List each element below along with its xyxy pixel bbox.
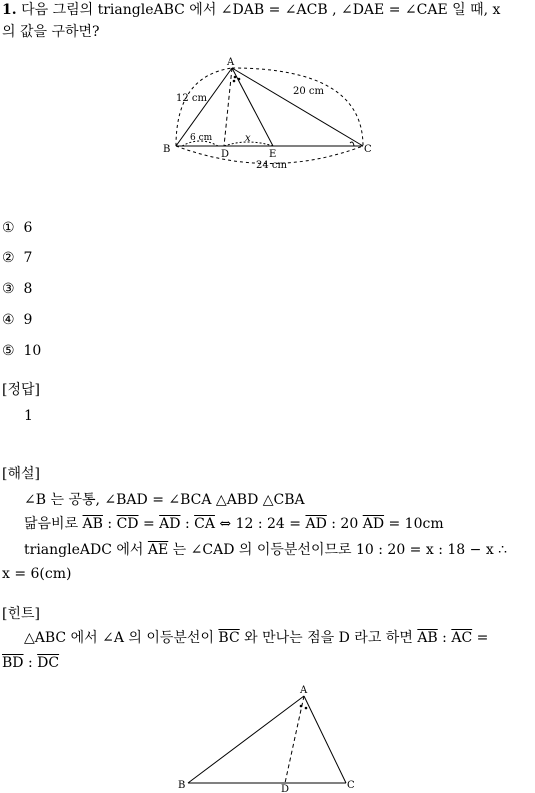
segment-cd: $\overline{CD}$	[116, 516, 139, 532]
segment-ab: $\overline{AB}$	[82, 516, 103, 532]
choice-mark: ⑤	[2, 343, 15, 359]
angle-mark-dot	[300, 705, 303, 708]
question-number: 1.	[2, 2, 17, 18]
solution-line-1: ∠B 는 공통, ∠BAD = ∠BCA △ABD △CBA	[24, 492, 305, 508]
angle-c-mark	[350, 142, 354, 146]
answer-heading: [정답]	[2, 382, 40, 398]
solution-heading: [해설]	[2, 466, 40, 482]
choice-3[interactable]	[2, 279, 32, 299]
hint-heading: [힌트]	[2, 606, 40, 622]
label-a: A	[227, 57, 235, 68]
side-ac	[304, 696, 346, 783]
choice-5[interactable]	[2, 341, 41, 361]
segment-bd: $\overline{BD}$	[2, 655, 24, 671]
segment-dc: $\overline{DC}$	[37, 655, 60, 671]
question-text-2: 의 값을 구하면?	[2, 24, 100, 40]
choice-mark: ①	[2, 220, 15, 236]
label-d: D	[221, 149, 230, 160]
label-de-length: x	[245, 133, 251, 144]
side-ac	[232, 68, 363, 146]
label-bc-length: 24 cm	[256, 160, 287, 171]
angle-mark-dot	[234, 76, 237, 79]
label-ac-length: 20 cm	[293, 86, 324, 97]
angle-mark-dot	[305, 707, 308, 710]
angle-mark-dot	[238, 78, 241, 81]
question-line-2	[2, 22, 100, 42]
answer-value: 1	[24, 408, 33, 424]
label-a: A	[300, 685, 308, 696]
label-ab-length: 12 cm	[176, 93, 207, 104]
choice-mark: ④	[2, 312, 15, 328]
segment-ab: $\overline{AB}$	[417, 630, 438, 646]
label-b: B	[163, 144, 171, 155]
choice-1[interactable]	[2, 218, 32, 238]
hint-line-2: $\overline{BD}$ : $\overline{DC}$	[2, 655, 60, 671]
choice-value: 9	[23, 312, 33, 328]
segment-bc: $\overline{BC}$	[218, 630, 240, 646]
segment-ad: $\overline{AD}$	[305, 516, 327, 532]
choice-value: 7	[23, 250, 33, 266]
triangle-figure-1	[160, 56, 375, 174]
segment-ac: $\overline{AC}$	[451, 630, 473, 646]
label-c: C	[364, 144, 372, 155]
choice-4[interactable]	[2, 310, 32, 330]
segment-ad: $\overline{AD}$	[362, 516, 385, 532]
question-line-1	[2, 0, 500, 20]
question-text-1: 다음 그림의 triangleABC 에서 ∠DAB = ∠ACB , ∠DAE = ∠CAE 일 때, x	[21, 2, 501, 18]
choice-value: 10	[23, 343, 42, 359]
triangle-figure-2	[176, 684, 361, 792]
choice-mark: ③	[2, 281, 15, 297]
label-e: E	[269, 149, 277, 160]
choice-mark: ②	[2, 250, 15, 266]
angle-mark-dot	[233, 80, 236, 83]
choice-value: 8	[23, 281, 33, 297]
choice-value: 6	[23, 220, 33, 236]
label-c: C	[347, 780, 355, 791]
bisector-ad	[285, 696, 304, 783]
label-bd-length: 6 cm	[190, 133, 213, 143]
choice-2[interactable]	[2, 248, 32, 268]
solution-line-2: 닮음비로 $\overline{AB}$ : $\overline{CD} = \overline{AD}$ : $\overline{CA}$ ⇔ 12 : $24 = \overline{AD}$ : 20 $\overline{AD} = 10cm$	[24, 516, 444, 532]
hint-line-1: △ABC 에서 ∠A 의 이등분선이 $\overline{BC}$ 와 만나는 점을 D 라고 하면 $\overline{AB}$ : $\overline{AC}$ =	[24, 630, 489, 646]
label-b: B	[178, 780, 186, 791]
segment-ad: $\overline{AD}$	[159, 516, 181, 532]
segment-ae: $\overline{AE}$	[147, 542, 169, 558]
side-ab	[188, 696, 304, 783]
label-d: D	[281, 784, 290, 792]
segment-ca: $\overline{CA}$	[194, 516, 215, 532]
solution-line-4: x = 6(cm)	[2, 566, 72, 582]
segment-ad	[224, 68, 232, 146]
solution-line-3: triangleADC 에서 $\overline{AE}$ 는 ∠CAD 의 이등분선이므로 10 : 20 = x : 18 − x ∴	[24, 542, 508, 558]
